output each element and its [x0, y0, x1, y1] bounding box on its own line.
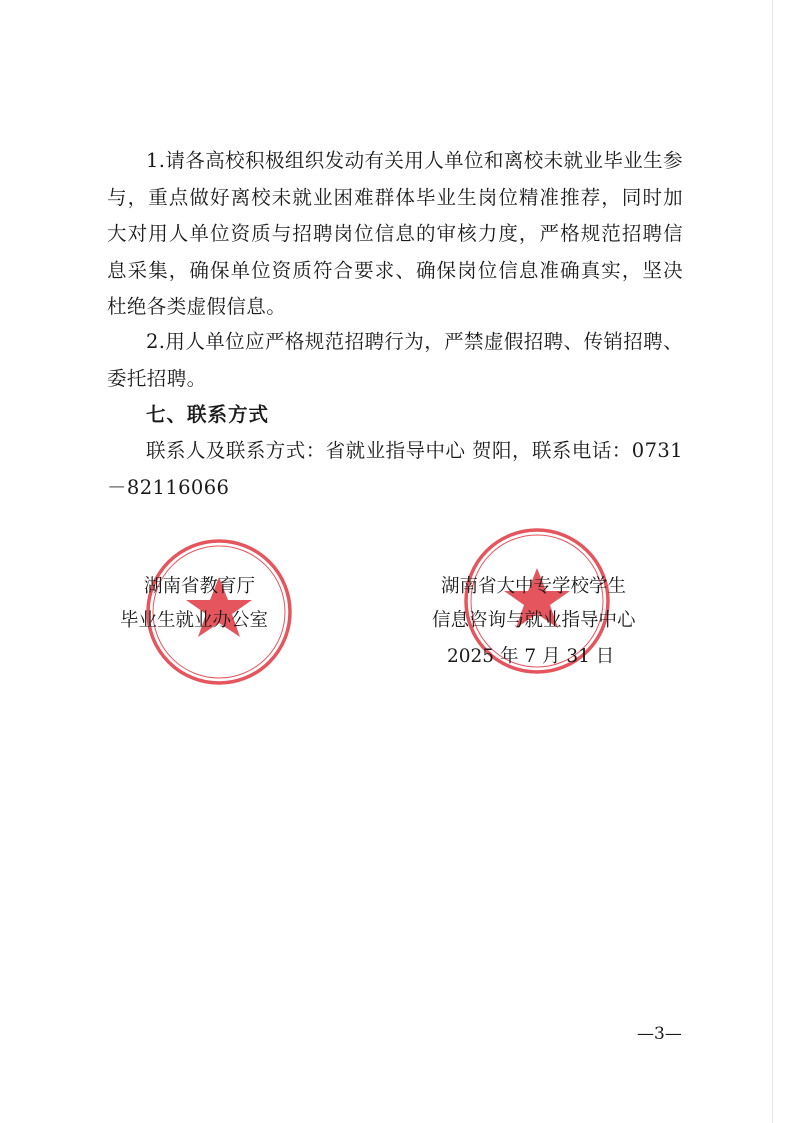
paragraph-1: 1.请各高校积极组织发动有关用人单位和离校未就业毕业生参与，重点做好离校未就业困难群体毕业生岗位精准推荐，同时加大对用人单位资质与招聘岗位信息的审核力度，严格规范招聘信息采集，确保单位资质符合要求、确保岗位信息准确真实，坚决杜绝各类虚假信息。	[107, 149, 683, 318]
contact-paragraph: 联系人及联系方式：省就业指导中心 贺阳，联系电话：0731－82116066	[107, 439, 683, 499]
left-org-line2: 毕业生就业办公室	[120, 610, 269, 631]
page-number: —3—	[637, 1024, 682, 1044]
page-edge	[772, 0, 773, 1123]
paragraph-2: 2.用人单位应严格规范招聘行为，严禁虚假招聘、传销招聘、委托招聘。	[107, 330, 683, 390]
right-org-line1: 湖南省大中专学校学生	[441, 576, 627, 597]
right-org-line2: 信息咨询与就业指导中心	[432, 610, 636, 631]
left-org-line1: 湖南省教育厅	[144, 576, 256, 597]
section-heading: 七、联系方式	[146, 403, 270, 426]
signature-date: 2025 年 7 月 31 日	[447, 646, 615, 667]
